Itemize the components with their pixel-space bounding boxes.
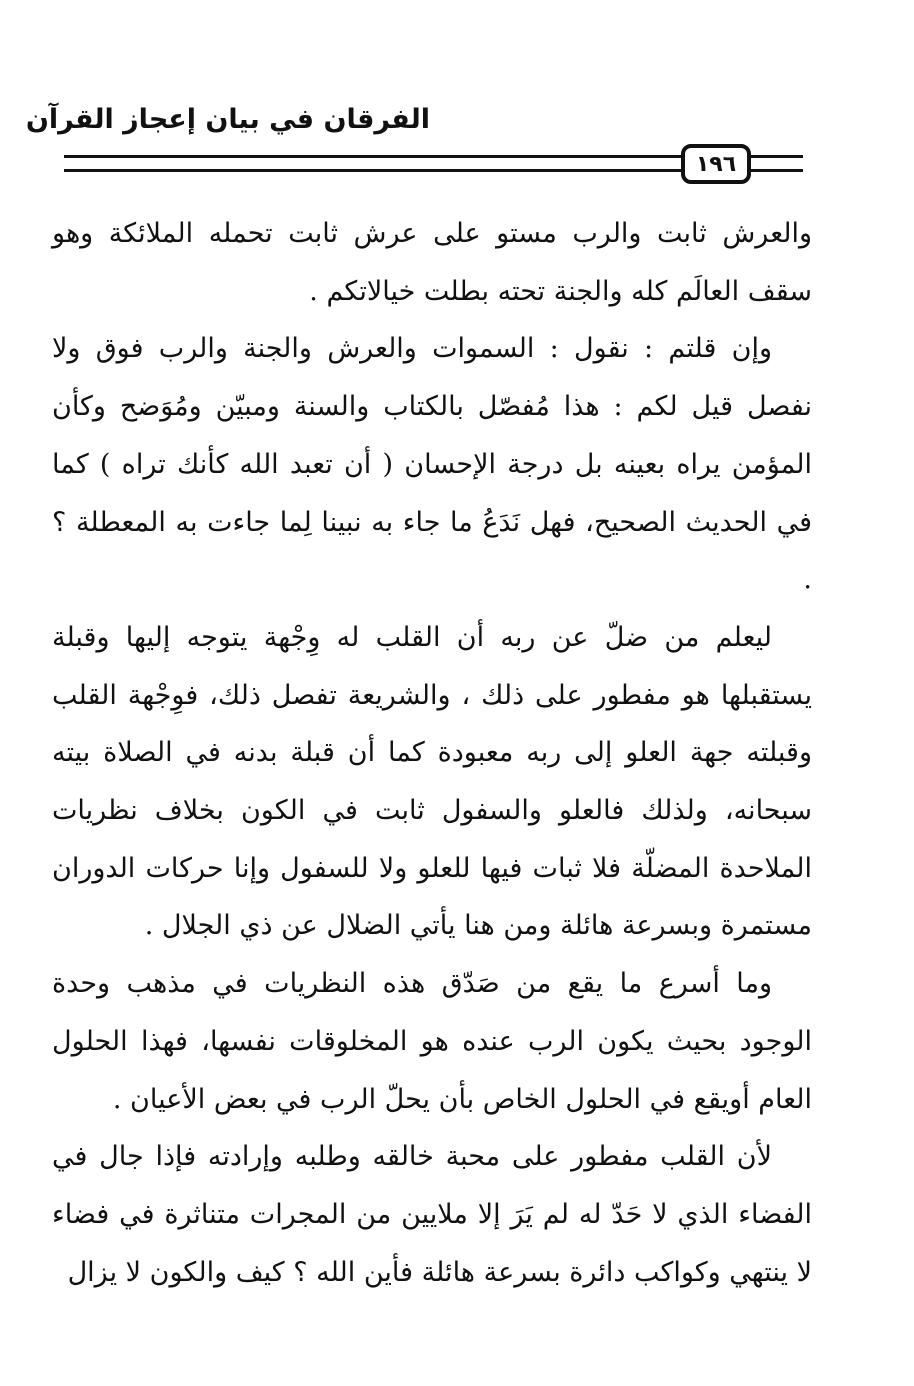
header-rule-right-bottom xyxy=(751,169,803,172)
paragraph: وإن قلتم : نقول : السموات والعرش والجنة والرب فوق ولا نفصل قيل لكم : هذا مُفصّل بالكتاب والسنة ومبيّن ومُوَضح وكأن المؤمن يراه بعينه بل درجة الإحسان ( أن تعبد الله كأنك تراه ) كما في الحديث الصحيح، فهل نَدَعُ ما جاء به نبينا لِما جاءت به المعطلة ؟ . xyxy=(52,333,812,596)
page-number xyxy=(681,144,751,184)
paragraph: ليعلم من ضلّ عن ربه أن القلب له وِجْهة يتوجه إليها وقبلة يستقبلها هو مفطور على ذلك ، والشريعة تفصل ذلك، فوِجْهة القلب وقبلته جهة العلو إلى ربه معبودة كما أن قبلة بدنه في الصلاة بيته سبحانه، ولذلك فالعلو والسفول ثابت في الكون بخلاف نظريات الملاحدة المضلّة فلا ثبات فيها للعلو ولا للسفول وإنا حركات الدوران مستمرة وبسرعة هائلة ومن هنا يأتي الضلال عن ذي الجلال . xyxy=(52,621,812,942)
paragraph: لأن القلب مفطور على محبة خالقه وطلبه وإرادته فإذا جال في الفضاء الذي لا حَدّ له لم يَرَ إلا ملايين من المجرات متناثرة في فضاء لا ينتهي وكواكب دائرة بسرعة هائلة فأين الله ؟ كيف والكون لا يزال xyxy=(52,1141,812,1288)
paragraph: والعرش ثابت والرب مستو على عرش ثابت تحمله الملائكة وهو سقف العالَم كله والجنة تحته بطلت خيالاتكم . xyxy=(52,218,812,307)
header-rule-right-top xyxy=(751,155,803,158)
body-text xyxy=(52,205,812,1301)
header-rule-left-bottom xyxy=(64,169,681,172)
header-rule-left-top xyxy=(64,155,681,158)
page-number-text: ١٩٦ xyxy=(695,151,737,177)
running-title: الفرقان في بيان إعجاز القرآن xyxy=(25,104,430,135)
paragraph: وما أسرع ما يقع من صَدّق هذه النظريات في مذهب وحدة الوجود بحيث يكون الرب عنده هو المخلوقات نفسها، فهذا الحلول العام أويقع في الحلول الخاص بأن يحلّ الرب في بعض الأعيان . xyxy=(52,968,812,1115)
